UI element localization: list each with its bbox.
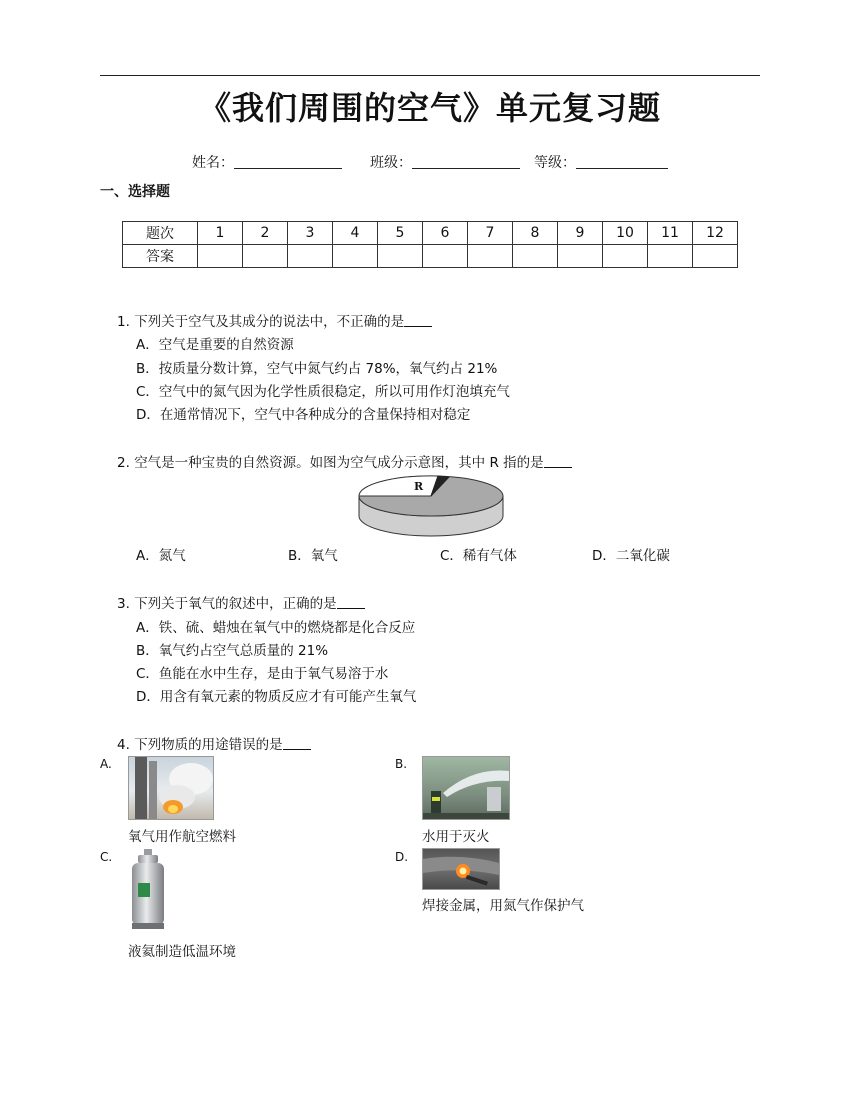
option-a[interactable]: A．空气是重要的自然资源 xyxy=(136,337,294,353)
number-cell: 4 xyxy=(333,222,378,245)
grade-field[interactable] xyxy=(534,152,668,172)
question-stem: 下列关于空气及其成分的说法中，不正确的是 xyxy=(134,314,405,330)
question-number: 3. xyxy=(117,596,130,612)
answer-cell[interactable] xyxy=(333,245,378,268)
question-number: 1. xyxy=(117,314,130,330)
number-cell: 12 xyxy=(693,222,738,245)
choice-c-letter[interactable]: C. xyxy=(100,850,113,864)
table-row xyxy=(123,222,738,245)
choice-b-caption: 水用于灭火 xyxy=(422,829,490,845)
answer-cell[interactable] xyxy=(288,245,333,268)
welding-image xyxy=(423,849,499,889)
name-field[interactable] xyxy=(192,152,342,172)
question-number: 2. xyxy=(117,455,130,471)
class-blank[interactable] xyxy=(412,154,520,169)
choice-d-caption: 焊接金属，用氮气作保护气 xyxy=(422,898,584,914)
question-stem: 下列物质的用途错误的是 xyxy=(134,737,283,753)
option-d[interactable]: D．在通常情况下，空气中各种成分的含量保持相对稳定 xyxy=(136,407,471,423)
table-row xyxy=(123,245,738,268)
liquid-helium-tank-photo[interactable] xyxy=(128,849,168,929)
answer-table xyxy=(122,221,738,268)
pie-label-r: R xyxy=(414,480,424,493)
answer-cell[interactable] xyxy=(423,245,468,268)
number-cell: 9 xyxy=(558,222,603,245)
question-4 xyxy=(117,733,311,753)
number-cell: 5 xyxy=(378,222,423,245)
answer-cell[interactable] xyxy=(198,245,243,268)
number-cell: 2 xyxy=(243,222,288,245)
fire-hose-photo[interactable] xyxy=(422,756,510,820)
number-cell: 10 xyxy=(603,222,648,245)
name-label: 姓名： xyxy=(192,155,234,171)
answer-blank[interactable] xyxy=(544,455,572,468)
class-label: 班级： xyxy=(370,155,412,171)
number-cell: 8 xyxy=(513,222,558,245)
option-d[interactable]: D．用含有氧元素的物质反应才有可能产生氧气 xyxy=(136,689,417,705)
answer-blank[interactable] xyxy=(283,737,311,750)
air-composition-pie-diagram xyxy=(356,470,506,540)
row-header: 答案 xyxy=(123,245,198,268)
question-stem: 下列关于氧气的叙述中，正确的是 xyxy=(134,596,337,612)
answer-cell[interactable] xyxy=(243,245,288,268)
choice-b-letter[interactable]: B. xyxy=(395,757,408,771)
question-3 xyxy=(117,592,365,612)
answer-cell[interactable] xyxy=(468,245,513,268)
option-d[interactable]: D．二氧化碳 xyxy=(592,548,670,564)
section-heading: 一、选择题 xyxy=(100,184,170,200)
option-c[interactable]: C．稀有气体 xyxy=(440,548,517,564)
answer-cell[interactable] xyxy=(648,245,693,268)
answer-cell[interactable] xyxy=(513,245,558,268)
number-cell: 6 xyxy=(423,222,468,245)
grade-blank[interactable] xyxy=(576,154,668,169)
answer-cell[interactable] xyxy=(603,245,648,268)
choice-a-letter[interactable]: A. xyxy=(100,757,112,771)
answer-blank[interactable] xyxy=(404,314,432,327)
choice-d-letter[interactable]: D. xyxy=(395,850,409,864)
name-blank[interactable] xyxy=(234,154,342,169)
welding-photo[interactable] xyxy=(422,848,500,890)
choice-a-caption: 氧气用作航空燃料 xyxy=(128,829,236,845)
option-b[interactable]: B．氧气 xyxy=(288,548,338,564)
number-cell: 11 xyxy=(648,222,693,245)
option-b[interactable]: B．按质量分数计算，空气中氮气约占 78%，氧气约占 21% xyxy=(136,361,498,377)
answer-blank[interactable] xyxy=(337,596,365,609)
question-2 xyxy=(117,451,572,471)
fire-hose-image xyxy=(423,757,509,819)
page-title: 《我们周围的空气》单元复习题 xyxy=(198,89,661,127)
rocket-launch-photo[interactable] xyxy=(128,756,214,820)
number-cell: 3 xyxy=(288,222,333,245)
option-b[interactable]: B．氧气约占空气总质量的 21% xyxy=(136,643,329,659)
class-field[interactable] xyxy=(370,152,520,172)
answer-cell[interactable] xyxy=(693,245,738,268)
gas-cylinder-image xyxy=(128,849,168,929)
question-number: 4. xyxy=(117,737,130,753)
question-stem: 空气是一种宝贵的自然资源。如图为空气成分示意图，其中 R 指的是 xyxy=(134,455,544,471)
pie-slice-white xyxy=(359,476,438,496)
choice-c-caption: 液氦制造低温环境 xyxy=(128,944,236,960)
option-a[interactable]: A．铁、硫、蜡烛在氧气中的燃烧都是化合反应 xyxy=(136,620,416,636)
grade-label: 等级： xyxy=(534,155,576,171)
option-a[interactable]: A．氮气 xyxy=(136,548,186,564)
option-c[interactable]: C．空气中的氮气因为化学性质很稳定，所以可用作灯泡填充气 xyxy=(136,384,510,400)
option-c[interactable]: C．鱼能在水中生存，是由于氧气易溶于水 xyxy=(136,666,389,682)
answer-cell[interactable] xyxy=(558,245,603,268)
rocket-launch-image xyxy=(129,757,213,819)
question-1 xyxy=(117,310,432,330)
answer-cell[interactable] xyxy=(378,245,423,268)
number-cell: 1 xyxy=(198,222,243,245)
top-rule xyxy=(100,75,760,76)
number-cell: 7 xyxy=(468,222,513,245)
row-header: 题次 xyxy=(123,222,198,245)
